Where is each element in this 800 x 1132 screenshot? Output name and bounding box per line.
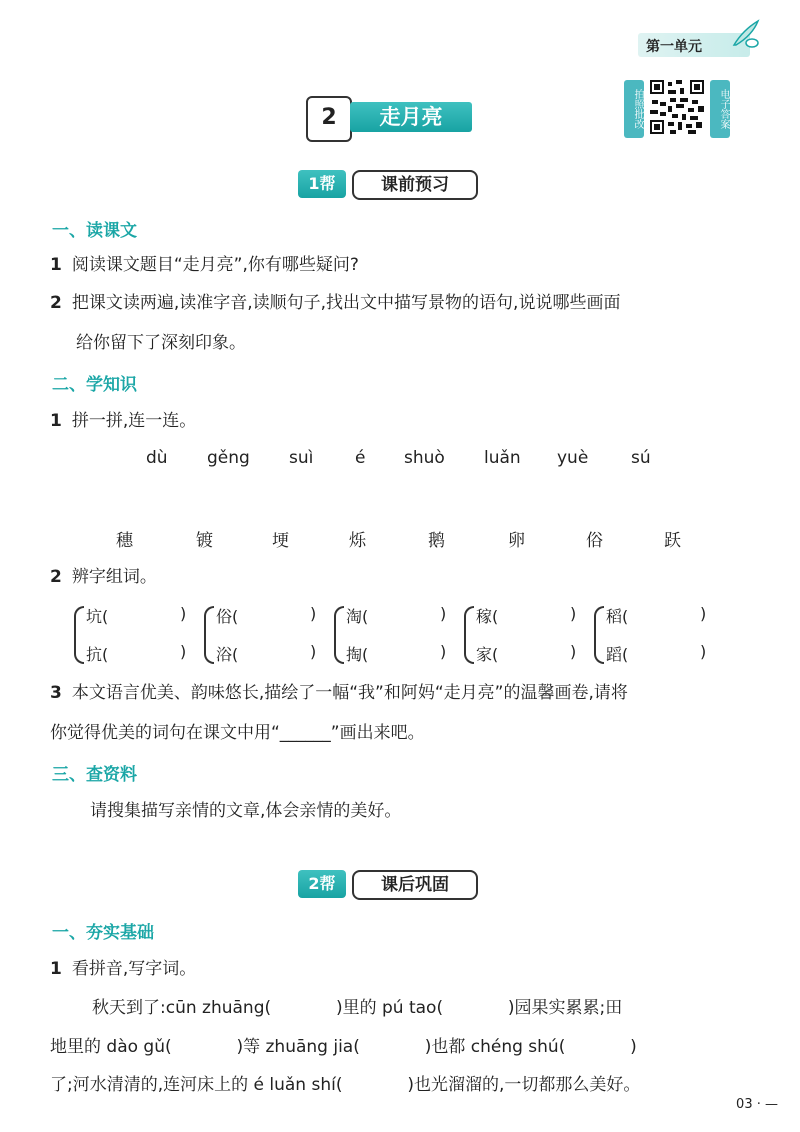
pinyin-item: yuè xyxy=(557,448,589,468)
question-number: 2 xyxy=(50,567,62,587)
heading-read-text: 一、读课文 xyxy=(52,221,137,241)
pinyin-item: gěng xyxy=(207,448,250,468)
pinyin-item: luǎn xyxy=(484,448,521,468)
question-3 xyxy=(50,680,628,706)
char-b: 浴( xyxy=(216,645,239,664)
char-a: 稻( xyxy=(606,607,629,626)
question-pinyin-write xyxy=(50,956,196,982)
question-text: 拼一拼,连一连。 xyxy=(71,411,197,431)
brace-icon xyxy=(594,606,604,664)
char-a: 稼( xyxy=(476,607,499,626)
question-text: 看拼音,写字词。 xyxy=(71,959,197,979)
word-pair-4 xyxy=(464,604,590,664)
section-badge: 1帮 xyxy=(298,170,346,198)
question-number: 1 xyxy=(50,411,62,431)
qr-widget[interactable] xyxy=(624,74,730,140)
research-text: 请搜集描写亲情的文章,体会亲情的美好。 xyxy=(90,801,402,821)
unit-tag xyxy=(638,33,750,57)
feather-pen-icon xyxy=(730,19,760,49)
char-b: 抗( xyxy=(86,645,109,664)
question-text: 本文语言优美、韵味悠长,描绘了一幅“我”和阿妈“走月亮”的温馨画卷,请将 xyxy=(71,683,628,703)
question-text: 阅读课文题目“走月亮”,你有哪些疑问? xyxy=(71,255,359,275)
page-number: 03 · — xyxy=(736,1097,778,1112)
question-pinyin-match xyxy=(50,408,196,434)
close-paren: ) xyxy=(570,604,577,623)
brace-icon xyxy=(204,606,214,664)
section-header-preview xyxy=(298,170,482,200)
close-paren: ) xyxy=(570,642,577,661)
pinyin-item: shuò xyxy=(404,448,445,468)
question-2 xyxy=(50,290,620,316)
close-paren: ) xyxy=(700,604,707,623)
question-number: 1 xyxy=(50,959,62,979)
pinyin-item: dù xyxy=(146,448,168,468)
pinyin-item: suì xyxy=(289,448,314,468)
qr-left-label: 拍照批改 xyxy=(624,80,644,138)
close-paren: ) xyxy=(180,642,187,661)
question-text: 辨字组词。 xyxy=(71,567,157,587)
lesson-title: 走月亮 xyxy=(350,102,472,132)
brace-icon xyxy=(334,606,344,664)
close-paren: ) xyxy=(180,604,187,623)
question-number: 3 xyxy=(50,683,62,703)
close-paren: ) xyxy=(440,642,447,661)
character-item: 烁 xyxy=(349,531,366,551)
character-item: 埂 xyxy=(272,531,289,551)
fill-line-3: 了;河水清清的,连河床上的 é luǎn shí( )也光溜溜的,一切都那么美好。 xyxy=(50,1075,641,1095)
question-number: 1 xyxy=(50,255,62,275)
section-label: 课前预习 xyxy=(352,170,478,200)
character-item: 穗 xyxy=(116,531,133,551)
qr-code-icon[interactable] xyxy=(648,76,706,138)
section-label: 课后巩固 xyxy=(352,870,478,900)
char-a: 坑( xyxy=(86,607,109,626)
question-1 xyxy=(50,252,359,278)
heading-learn: 二、学知识 xyxy=(52,375,137,395)
close-paren: ) xyxy=(440,604,447,623)
brace-icon xyxy=(74,606,84,664)
char-b: 蹈( xyxy=(606,645,629,664)
word-pair-1 xyxy=(74,604,200,664)
fill-line-1: 秋天到了:cūn zhuāng( )里的 pú tao( )园果实累累;田 xyxy=(92,998,623,1018)
question-2-cont: 给你留下了深刻印象。 xyxy=(76,333,246,353)
close-paren: ) xyxy=(700,642,707,661)
close-paren: ) xyxy=(310,604,317,623)
char-a: 俗( xyxy=(216,607,239,626)
question-text: 把课文读两遍,读准字音,读顺句子,找出文中描写景物的语句,说说哪些画面 xyxy=(71,293,621,313)
question-distinguish xyxy=(50,564,157,590)
question-number: 2 xyxy=(50,293,62,313)
character-item: 镀 xyxy=(196,531,213,551)
section-badge: 2帮 xyxy=(298,870,346,898)
character-item: 俗 xyxy=(586,531,603,551)
pinyin-row xyxy=(0,448,800,474)
lesson-number: 2 xyxy=(306,96,352,142)
close-paren: ) xyxy=(310,642,317,661)
char-b: 家( xyxy=(476,645,499,664)
brace-icon xyxy=(464,606,474,664)
word-pair-2 xyxy=(204,604,330,664)
heading-basics: 一、夯实基础 xyxy=(52,923,154,943)
char-a: 淘( xyxy=(346,607,369,626)
word-pair-5 xyxy=(594,604,720,664)
heading-research: 三、查资料 xyxy=(52,765,137,785)
question-3-cont: 你觉得优美的词句在课文中用“______”画出来吧。 xyxy=(50,723,425,743)
unit-label: 第一单元 xyxy=(646,39,702,55)
character-item: 跃 xyxy=(664,531,681,551)
character-item: 卵 xyxy=(508,531,525,551)
pinyin-item: sú xyxy=(631,448,651,468)
pinyin-item: é xyxy=(355,448,366,468)
character-row xyxy=(0,526,800,552)
fill-line-2: 地里的 dào gǔ( )等 zhuāng jia( )也都 chéng shú( ) xyxy=(50,1037,637,1057)
section-header-review xyxy=(298,870,482,900)
character-item: 鹅 xyxy=(428,531,445,551)
word-pair-3 xyxy=(334,604,460,664)
char-b: 掏( xyxy=(346,645,369,664)
qr-right-label: 电子答案 xyxy=(710,80,730,138)
